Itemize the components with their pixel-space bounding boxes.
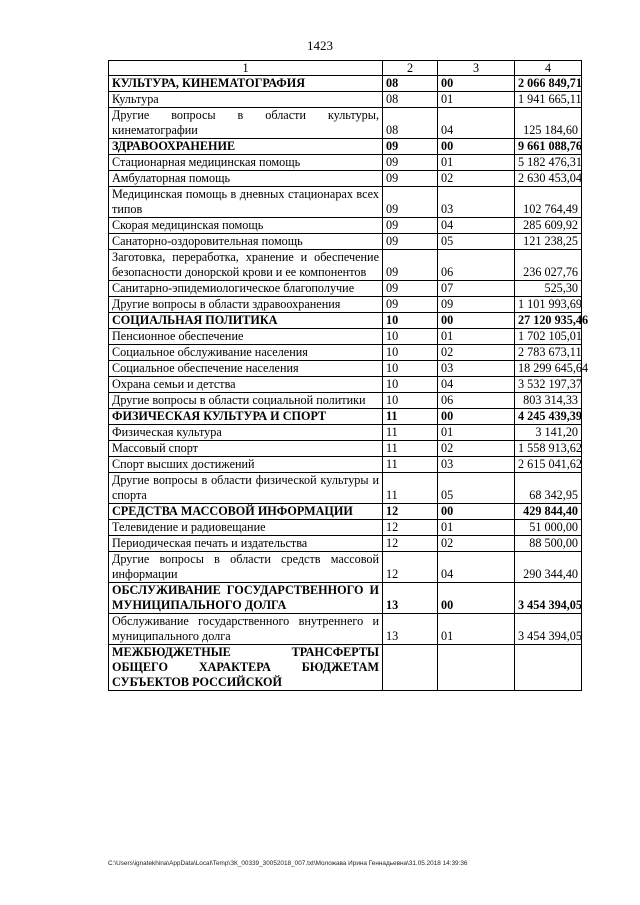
row-subsection-code: 01 [438,329,515,345]
row-section-code: 10 [383,329,438,345]
row-subsection-code: 02 [438,536,515,552]
row-section-code: 11 [383,409,438,425]
row-section-code: 13 [383,583,438,614]
row-name-cell: СОЦИАЛЬНАЯ ПОЛИТИКА [109,313,383,329]
row-subsection-code: 00 [438,583,515,614]
table-row [109,92,582,108]
budget-table [108,60,589,691]
row-subsection-code [438,645,515,691]
table-row [109,583,582,614]
row-subsection-code: 01 [438,155,515,171]
row-amount [515,645,582,691]
row-name-cell: Пенсионное обеспечение [109,329,383,345]
row-amount: 1 702 105,01 [515,329,582,345]
row-amount: 9 661 088,76 [515,139,582,155]
row-name-cell: Скорая медицинская помощь [109,218,383,234]
table-row [109,457,582,473]
row-amount: 1 941 665,11 [515,92,582,108]
row-subsection-code: 02 [438,171,515,187]
row-subsection-code: 00 [438,313,515,329]
table-row [109,425,582,441]
row-section-code: 09 [383,187,438,218]
row-section-code: 08 [383,92,438,108]
row-subsection-code: 04 [438,218,515,234]
row-amount: 429 844,40 [515,504,582,520]
row-subsection-code: 09 [438,297,515,313]
row-name-cell: Санаторно-оздоровительная помощь [109,234,383,250]
row-amount: 18 299 645,64 [515,361,582,377]
table-row [109,614,582,645]
table-row [109,377,582,393]
row-section-code: 09 [383,171,438,187]
table-row [109,76,582,92]
row-subsection-code: 01 [438,614,515,645]
row-name-cell: Периодическая печать и издательства [109,536,383,552]
row-section-code: 11 [383,457,438,473]
row-name-cell: Спорт высших достижений [109,457,383,473]
row-subsection-code: 00 [438,409,515,425]
table-row [109,250,582,281]
row-amount: 3 454 394,05 [515,614,582,645]
row-amount: 121 238,25 [515,234,582,250]
row-section-code: 10 [383,393,438,409]
row-amount: 285 609,92 [515,218,582,234]
row-name-cell: Охрана семьи и детства [109,377,383,393]
row-name-cell: ЗДРАВООХРАНЕНИЕ [109,139,383,155]
row-amount: 2 783 673,11 [515,345,582,361]
row-name-cell: Стационарная медицинская помощь [109,155,383,171]
row-section-code: 08 [383,76,438,92]
file-path-footer: C:\Users\ignatekhina\AppData\Local\Temp\ЗК_00339_30052018_007.txt\Моложава Ирина Геннадьевна\31.05.2018 14:39:36 [108,860,468,867]
row-subsection-code: 05 [438,473,515,504]
table-row [109,441,582,457]
table-header [109,61,582,76]
row-amount: 3 141,20 [515,425,582,441]
row-name-cell: Другие вопросы в области культуры, кинематографии [109,108,383,139]
row-name-cell: Социальное обеспечение населения [109,361,383,377]
row-subsection-code: 07 [438,281,515,297]
row-subsection-code: 01 [438,425,515,441]
row-name-cell: Другие вопросы в области социальной политики [109,393,383,409]
row-name-cell: Социальное обслуживание населения [109,345,383,361]
row-amount: 3 532 197,37 [515,377,582,393]
row-section-code: 12 [383,536,438,552]
row-subsection-code: 04 [438,108,515,139]
row-section-code: 08 [383,108,438,139]
row-name-cell: Другие вопросы в области физической культуры и спорта [109,473,383,504]
table-row [109,187,582,218]
table-row [109,504,582,520]
row-subsection-code: 01 [438,520,515,536]
row-amount: 125 184,60 [515,108,582,139]
row-amount: 88 500,00 [515,536,582,552]
row-name-cell: Другие вопросы в области средств массовой информации [109,552,383,583]
table-row [109,218,582,234]
row-subsection-code: 02 [438,441,515,457]
row-section-code: 12 [383,552,438,583]
row-amount: 1 101 993,69 [515,297,582,313]
row-subsection-code: 01 [438,92,515,108]
row-name-cell: ФИЗИЧЕСКАЯ КУЛЬТУРА И СПОРТ [109,409,383,425]
row-section-code: 09 [383,218,438,234]
row-name-cell: Санитарно-эпидемиологическое благополучие [109,281,383,297]
row-subsection-code: 03 [438,187,515,218]
row-name-cell: Культура [109,92,383,108]
row-name-cell: СРЕДСТВА МАССОВОЙ ИНФОРМАЦИИ [109,504,383,520]
header-col-1: 1 [109,61,383,76]
row-section-code: 10 [383,313,438,329]
table-row [109,645,582,691]
row-section-code: 09 [383,297,438,313]
row-amount: 4 245 439,39 [515,409,582,425]
row-section-code: 12 [383,520,438,536]
table-row [109,345,582,361]
row-section-code: 11 [383,473,438,504]
table-row [109,393,582,409]
row-subsection-code: 05 [438,234,515,250]
table-row [109,234,582,250]
row-subsection-code: 00 [438,139,515,155]
header-col-4: 4 [515,61,582,76]
table-row [109,108,582,139]
row-section-code: 11 [383,441,438,457]
row-name-cell: МЕЖБЮДЖЕТНЫЕ ТРАНСФЕРТЫ ОБЩЕГО ХАРАКТЕРА БЮДЖЕТАМ СУБЪЕКТОВ РОССИЙСКОЙ [109,645,383,691]
row-section-code: 09 [383,281,438,297]
row-amount: 5 182 476,31 [515,155,582,171]
row-section-code: 10 [383,361,438,377]
table-row [109,281,582,297]
table-row [109,313,582,329]
table-row [109,155,582,171]
table-row [109,552,582,583]
row-amount: 2 615 041,62 [515,457,582,473]
row-subsection-code: 03 [438,361,515,377]
row-amount: 1 558 913,62 [515,441,582,457]
table-row [109,536,582,552]
header-col-3: 3 [438,61,515,76]
row-section-code: 09 [383,155,438,171]
row-amount: 2 066 849,71 [515,76,582,92]
row-subsection-code: 00 [438,76,515,92]
row-amount: 102 764,49 [515,187,582,218]
table-row [109,409,582,425]
row-amount: 3 454 394,05 [515,583,582,614]
row-amount: 2 630 453,04 [515,171,582,187]
row-amount: 51 000,00 [515,520,582,536]
row-section-code: 10 [383,345,438,361]
row-section-code [383,645,438,691]
row-name-cell: КУЛЬТУРА, КИНЕМАТОГРАФИЯ [109,76,383,92]
table-row [109,329,582,345]
table-body [109,76,589,691]
row-name-cell: Физическая культура [109,425,383,441]
header-row [109,61,582,76]
table-row [109,520,582,536]
page-number: 1423 [307,38,333,53]
row-name-cell: Телевидение и радиовещание [109,520,383,536]
row-amount: 68 342,95 [515,473,582,504]
row-subsection-code: 02 [438,345,515,361]
row-section-code: 09 [383,139,438,155]
row-section-code: 09 [383,250,438,281]
row-name-cell: Другие вопросы в области здравоохранения [109,297,383,313]
row-section-code: 09 [383,234,438,250]
row-name-cell: Заготовка, переработка, хранение и обеспечение безопасности донорской крови и ее компонентов [109,250,383,281]
row-amount: 525,30 [515,281,582,297]
header-col-2: 2 [383,61,438,76]
row-amount: 27 120 935,46 [515,313,582,329]
row-section-code: 10 [383,377,438,393]
row-name-cell: Амбулаторная помощь [109,171,383,187]
row-name-cell: Массовый спорт [109,441,383,457]
row-subsection-code: 03 [438,457,515,473]
row-amount: 803 314,33 [515,393,582,409]
row-subsection-code: 00 [438,504,515,520]
row-name-cell: Обслуживание государственного внутреннего и муниципального долга [109,614,383,645]
table-row [109,473,582,504]
table-row [109,361,582,377]
row-subsection-code: 04 [438,552,515,583]
row-section-code: 12 [383,504,438,520]
table-row [109,171,582,187]
table-row [109,139,582,155]
row-subsection-code: 06 [438,250,515,281]
table-row [109,297,582,313]
row-subsection-code: 04 [438,377,515,393]
row-section-code: 13 [383,614,438,645]
row-subsection-code: 06 [438,393,515,409]
row-amount: 236 027,76 [515,250,582,281]
row-amount: 290 344,40 [515,552,582,583]
row-section-code: 11 [383,425,438,441]
row-name-cell: Медицинская помощь в дневных стационарах всех типов [109,187,383,218]
row-name-cell: ОБСЛУЖИВАНИЕ ГОСУДАРСТВЕННОГО И МУНИЦИПАЛЬНОГО ДОЛГА [109,583,383,614]
